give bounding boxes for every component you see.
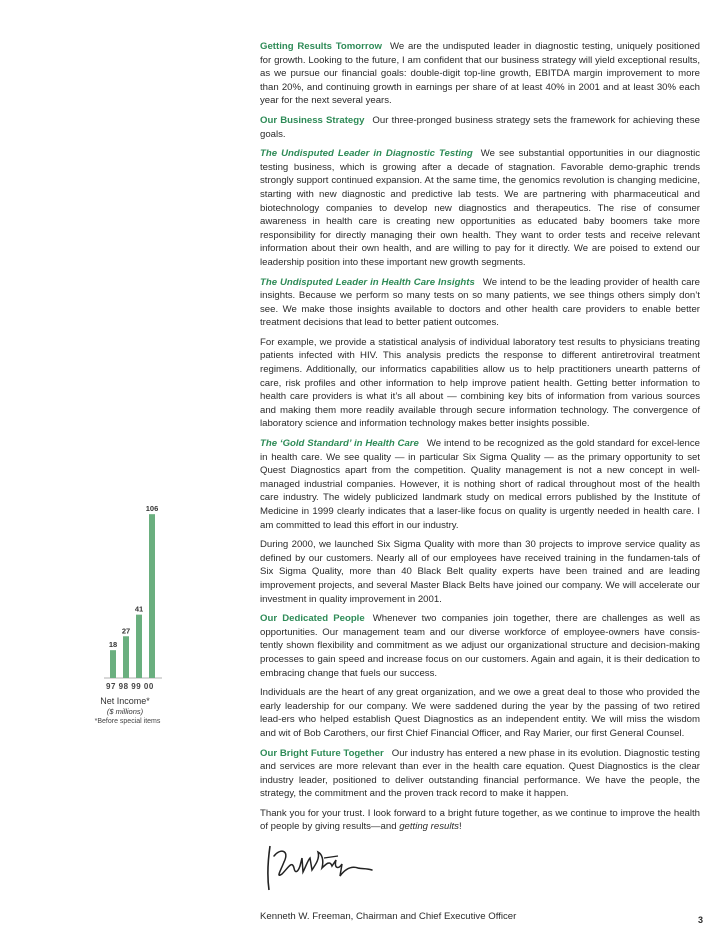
- paragraph-text: During 2000, we launched Six Sigma Quality with more than 30 projects to improve service quality as defined by our customers. Nearly all of our employees have received training in the fundamen-tals of Six Sigma Quality, more than 40 Black Belt quality experts have been trained and are leading improvement projects, and several Master Black Belts have joined our company. We will accelerate our investment in quality improvement in 2001.: [260, 539, 700, 605]
- bar-98: [123, 636, 129, 678]
- bar-97: [110, 650, 116, 678]
- paragraph-2: [260, 147, 700, 269]
- bar-99: [136, 615, 142, 678]
- paragraph-1: [260, 114, 700, 141]
- paragraph-9: [260, 747, 700, 801]
- paragraph-8: [260, 686, 700, 740]
- paragraph-text: Our three-pronged business strategy sets the framework for achieving these goals.: [260, 114, 700, 140]
- bar-label-98: 27: [121, 626, 131, 636]
- paragraph-heading: The Undisputed Leader in Health Care Insights: [260, 276, 475, 288]
- chart-title: Net Income*: [100, 696, 150, 706]
- paragraph-6: [260, 538, 700, 606]
- net-income-chart-svg: [80, 490, 180, 680]
- closing-text-before: Thank you for your trust. I look forward to a bright future together, as we continue to improve the health of people by giving results—and: [260, 807, 700, 833]
- closing-text-italic: getting results: [399, 821, 459, 833]
- paragraph-0: [260, 40, 700, 108]
- paragraph-heading: Our Dedicated People: [260, 613, 365, 625]
- paragraph-heading: The Undisputed Leader in Diagnostic Testing: [260, 148, 473, 160]
- paragraph-text: Individuals are the heart of any great organization, and we owe a great deal to those who provided the early leadership for our company. We were saddened during the year by the passing of two retired lead-ers who helped establish Quest Diagnostics as an independent entity. We will miss the wisdom and wit of Bob Carothers, our first Chief Financial Officer, and Ray Marier, our first General Counsel.: [260, 687, 700, 739]
- chart-x-axis-labels: [106, 682, 154, 691]
- chart-footnote: *Before special items: [94, 718, 161, 725]
- paragraph-heading: Getting Results Tomorrow: [260, 41, 382, 52]
- x-tick-97: 97: [106, 682, 116, 691]
- paragraph-heading: Our Bright Future Together: [260, 747, 384, 759]
- paragraph-4: [260, 336, 700, 431]
- signer-line: Kenneth W. Freeman, Chairman and Chief Executive Officer: [260, 911, 517, 922]
- paragraph-3: [260, 276, 700, 330]
- paragraph-heading: Our Business Strategy: [260, 114, 365, 126]
- paragraph-text: We intend to be the leading provider of health care insights. Because we perform so many tests on so many patients, we see things others simply don’t see. We make those insights available to doctors and other health care providers to enable better treatment decisions that lead to better patient outcomes.: [260, 276, 700, 329]
- x-tick-98: 98: [118, 682, 129, 691]
- bar-00: [149, 514, 155, 678]
- net-income-chart: [80, 490, 180, 740]
- closing-paragraph: [260, 807, 700, 834]
- x-tick-99: 99: [131, 682, 142, 691]
- paragraph-7: [260, 612, 700, 680]
- bar-label-00: 106: [145, 504, 159, 514]
- signature-image: [262, 838, 382, 898]
- paragraph-heading: The ‘Gold Standard’ in Health Care: [260, 438, 419, 450]
- paragraph-text: For example, we provide a statistical analysis of individual laboratory test results to physicians treating patients infected with HIV. This analysis predicts the response to different antiretroviral treatment regimens. Additionally, our informatics capabilities allow us to help practitioners unearth patterns of care, risk profiles and other information to help improve patient health. Getting better information to health care providers is what it’s all about — combining key bits of information from various sources and making them more readily available through secure information technology. The convergence of laboratory science and information technology makes better insights possible.: [260, 336, 700, 430]
- letter-body: [260, 40, 700, 840]
- bar-label-99: 41: [134, 604, 144, 614]
- paragraph-text: Our industry has entered a new phase in its evolution. Diagnostic testing and services are more relevant than ever in the health care equation. Quest Diagnostics is the clear industry leader, positioned to deliver outstanding financial performance. We have the people, the strategy, the commitment and the proven track record to make it happen.: [260, 747, 700, 800]
- paragraph-5: [260, 437, 700, 532]
- paragraph-text: We intend to be recognized as the gold standard for excel-lence in health care. We see quality — in particular Six Sigma Quality — as the primary opportunity to set Quest Diagnostics apart from the competition. Quality management is not a new concept in well-managed industrial companies. However, it is nothing short of radical throughout most of the health care industry. The widely publicized landmark study on medical errors published by the Institute of Medicine in 1999 clearly indicates that a laser-like focus on quality is urgently needed in health care. I am committed to lead this effort in our industry.: [260, 438, 701, 531]
- paragraph-text: Whenever two companies join together, there are challenges as well as opportunities. Our management team and our diverse workforce of employee-owners have consis-tently shown flexibility and commitment as we adjust our organizational structure and decision-making processes to gain speed and increase focus on our customers. Again and again, it is their dedication to embracing change that fuels our success.: [260, 613, 700, 679]
- chart-subtitle: ($ millions): [106, 707, 144, 716]
- bar-label-97: 18: [108, 640, 118, 650]
- page-number: 3: [698, 915, 704, 925]
- closing-text-after: !: [458, 821, 462, 833]
- paragraph-text: We see substantial opportunities in our diagnostic testing business, which is growing after a decade of stagnation. Favorable demo-graphic trends strongly support continued expansion. At the same time, the genomics revolution is changing medicine, starting with new diagnostic and predictive lab tests. We are partnering with pharmaceutical and biotechnology companies to develop new diagnostics and therapeutics. The rise of consumer awareness in health care is creating new opportunities as educated baby boomers take more responsibility for directly managing their own health. They want to order tests and receive relevant information about their own health, and are willing to pay for it directly. We are poised to extend our leadership position into these important new growth segments.: [260, 148, 700, 268]
- paragraph-text: We are the undisputed leader in diagnostic testing, uniquely positioned for growth. Looking to the future, I am confident that our business strategy will yield exceptional results, as we pursue our financial goals: double-digit top-line growth, EBITDA margin improvement to more than 20%, and continuing growth in earnings per share of at least 40% in 2001 and at least 30% each year for the next several years.: [260, 41, 700, 107]
- x-tick-00: 00: [143, 682, 154, 691]
